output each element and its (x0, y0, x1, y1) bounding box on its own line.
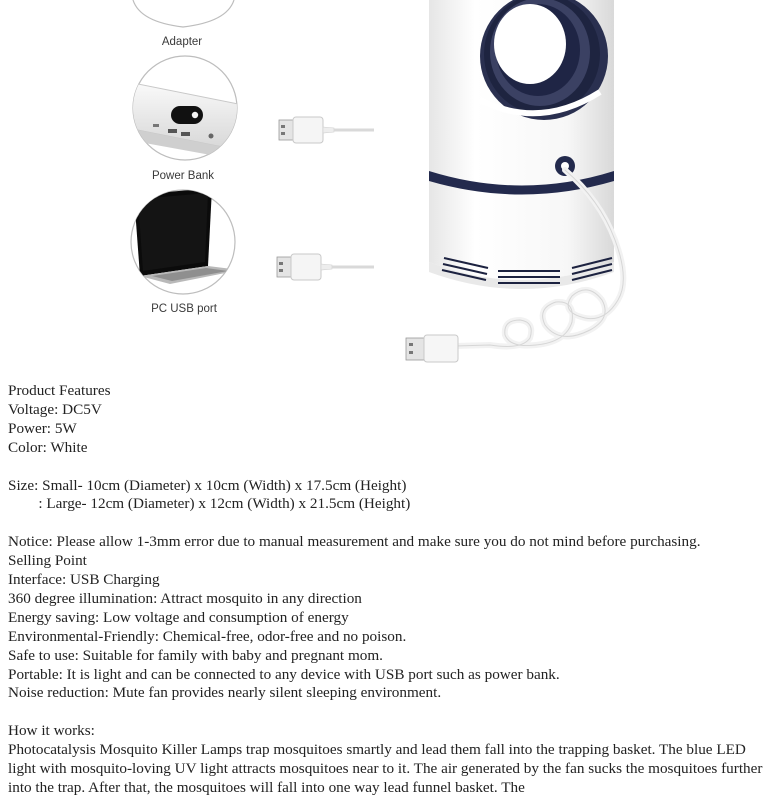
selling-point: 360 degree illumination: Attract mosquito in any direction (8, 589, 362, 607)
selling-point: Energy saving: Low voltage and consumption of energy (8, 608, 349, 626)
pc-usb-caption: PC USB port (151, 303, 217, 315)
selling-point: Interface: USB Charging (8, 571, 160, 589)
how-it-works-heading: How it works: (8, 722, 95, 740)
product-description (8, 382, 764, 798)
selling-point: Noise reduction: Mute fan provides nearly silent sleeping environment. (8, 684, 442, 702)
adapter-circle (133, 0, 234, 27)
selling-point: Environmental-Friendly: Chemical-free, odor-free and no poison. (8, 627, 407, 645)
power-bank-caption: Power Bank (151, 170, 215, 182)
mosquito-lamp (429, 0, 614, 289)
power-bank-icon (128, 56, 238, 160)
usb-plug-icon (277, 254, 374, 280)
how-it-works-text: Photocatalysis Mosquito Killer Lamps trap mosquitoes smartly and lead them fall into the trapping basket. The blue LED light with mosquito-loving UV light attracts mosquitoes near to it. The air generated by the fan sucks the mosquitoes further into the trap. After that, the mosquitoes will fall into one way lead funnel basket. The (8, 741, 763, 796)
voltage-line: Voltage: DC5V (8, 400, 102, 418)
power-line: Power: 5W (8, 419, 77, 437)
selling-heading: Selling Point (8, 552, 87, 570)
usb-plug-icon (406, 335, 458, 362)
color-line: Color: White (8, 438, 88, 456)
selling-point: Portable: It is light and can be connected to any device with USB port such as power bank. (8, 665, 560, 683)
usb-plug-icon (279, 117, 374, 143)
features-heading: Product Features (8, 382, 111, 399)
selling-point: Safe to use: Suitable for family with baby and pregnant mom. (8, 646, 383, 664)
product-image (0, 0, 768, 380)
size-large-line: : Large- 12cm (Diameter) x 12cm (Width) x 21.5cm (Height) (8, 495, 411, 513)
notice-line: Notice: Please allow 1-3mm error due to manual measurement and make sure you do not mind before purchasing. (8, 533, 701, 551)
size-small-line: Size: Small- 10cm (Diameter) x 10cm (Width) x 17.5cm (Height) (8, 476, 407, 494)
adapter-caption: Adapter (161, 36, 203, 48)
laptop-icon (131, 188, 240, 294)
